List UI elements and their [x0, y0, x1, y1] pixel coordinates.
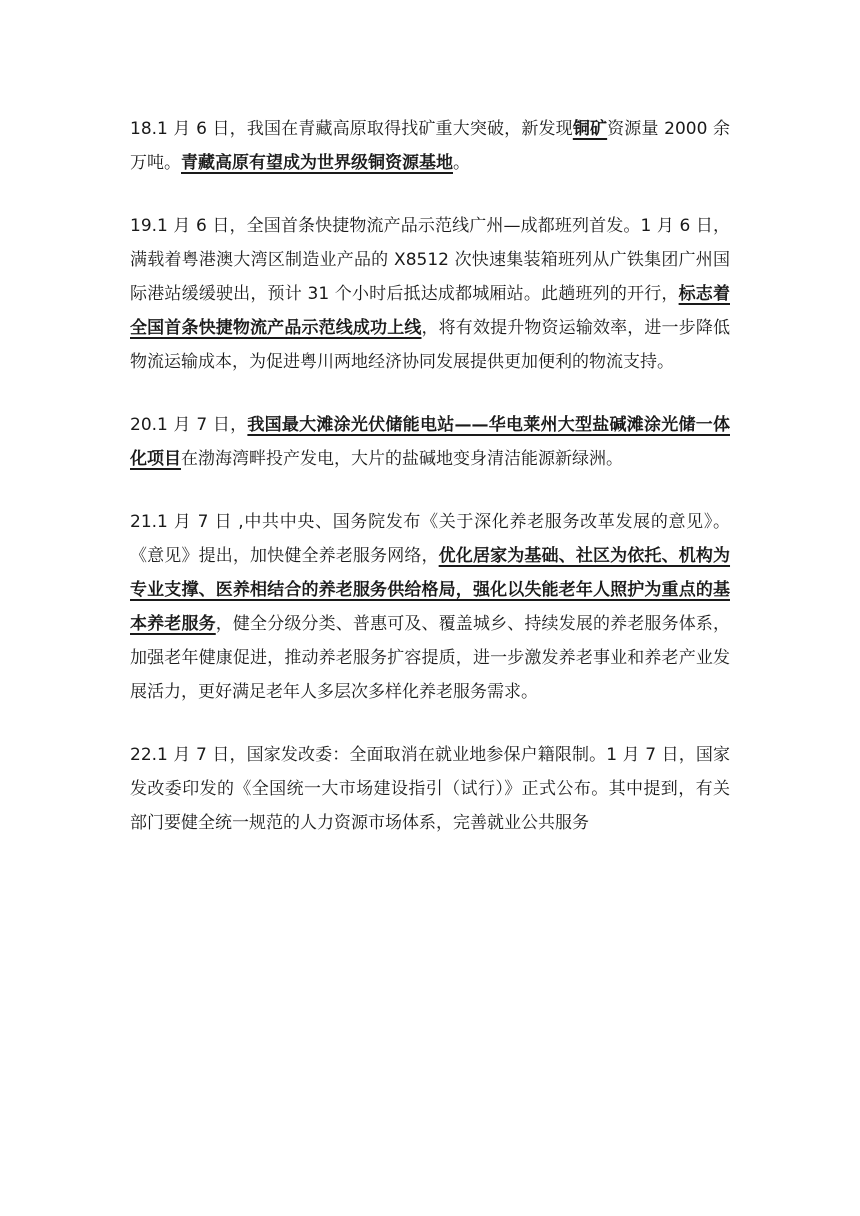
- news-item-19-text: ，将有效提升物资运输效率，进一步降低物流运输成本，为促进粤川两地经济协同发展提供更加便利的物流支持。: [130, 318, 730, 372]
- news-item-18-text: 。: [453, 153, 470, 173]
- news-item-21: [130, 505, 730, 709]
- news-item-19-text: 19.1 月 6 日，全国首条快捷物流产品示范线广州—成都班列首发。1 月 6 日，满载着粤港澳大湾区制造业产品的 X8512 次快速集装箱班列从广铁集团广州国际港站缓缓驶出，预计 31 个小时后抵达成都城厢站。此趟班列的开行，: [130, 216, 730, 304]
- news-item-19-highlight: 标志着全国首条快捷物流产品示范线成功上线: [130, 284, 730, 338]
- news-item-18: [130, 112, 730, 180]
- news-item-21-text: 21.1 月 7 日 ,中共中央、国务院发布《关于深化养老服务改革发展的意见》。《意见》提出，加快健全养老服务网络，: [130, 512, 730, 566]
- news-item-20-text: 20.1 月 7 日，: [130, 415, 248, 435]
- news-item-18-highlight-copper: 铜矿: [572, 119, 608, 139]
- news-item-22-text: 22.1 月 7 日，国家发改委：全面取消在就业地参保户籍限制。1 月 7 日，国家发改委印发的《全国统一大市场建设指引（试行）》正式公布。其中提到，有关部门要健全统一规范的人力资源市场体系，完善就业公共服务: [130, 745, 730, 833]
- news-item-22: [130, 738, 730, 840]
- news-item-18-text: 资源量 2000 余万吨。: [130, 119, 730, 173]
- document-body: [130, 112, 730, 869]
- news-item-18-text: 18.1 月 6 日，我国在青藏高原取得找矿重大突破，新发现: [130, 119, 573, 139]
- news-item-19: [130, 209, 730, 379]
- news-item-18-highlight-base: 青藏高原有望成为世界级铜资源基地: [181, 153, 453, 173]
- news-item-21-highlight: 优化居家为基础、社区为依托、机构为专业支撑、医养相结合的养老服务供给格局，强化以失能老年人照护为重点的基本养老服务: [130, 546, 731, 634]
- news-item-20-highlight: 我国最大滩涂光伏储能电站——华电莱州大型盐碱滩涂光储一体化项目: [130, 415, 730, 469]
- news-item-21-text: ，健全分级分类、普惠可及、覆盖城乡、持续发展的养老服务体系，加强老年健康促进，推动养老服务扩容提质，进一步激发养老事业和养老产业发展活力，更好满足老年人多层次多样化养老服务需求。: [130, 614, 731, 702]
- news-item-20: [130, 408, 730, 476]
- news-item-20-text: 在渤海湾畔投产发电，大片的盐碱地变身清洁能源新绿洲。: [181, 449, 623, 469]
